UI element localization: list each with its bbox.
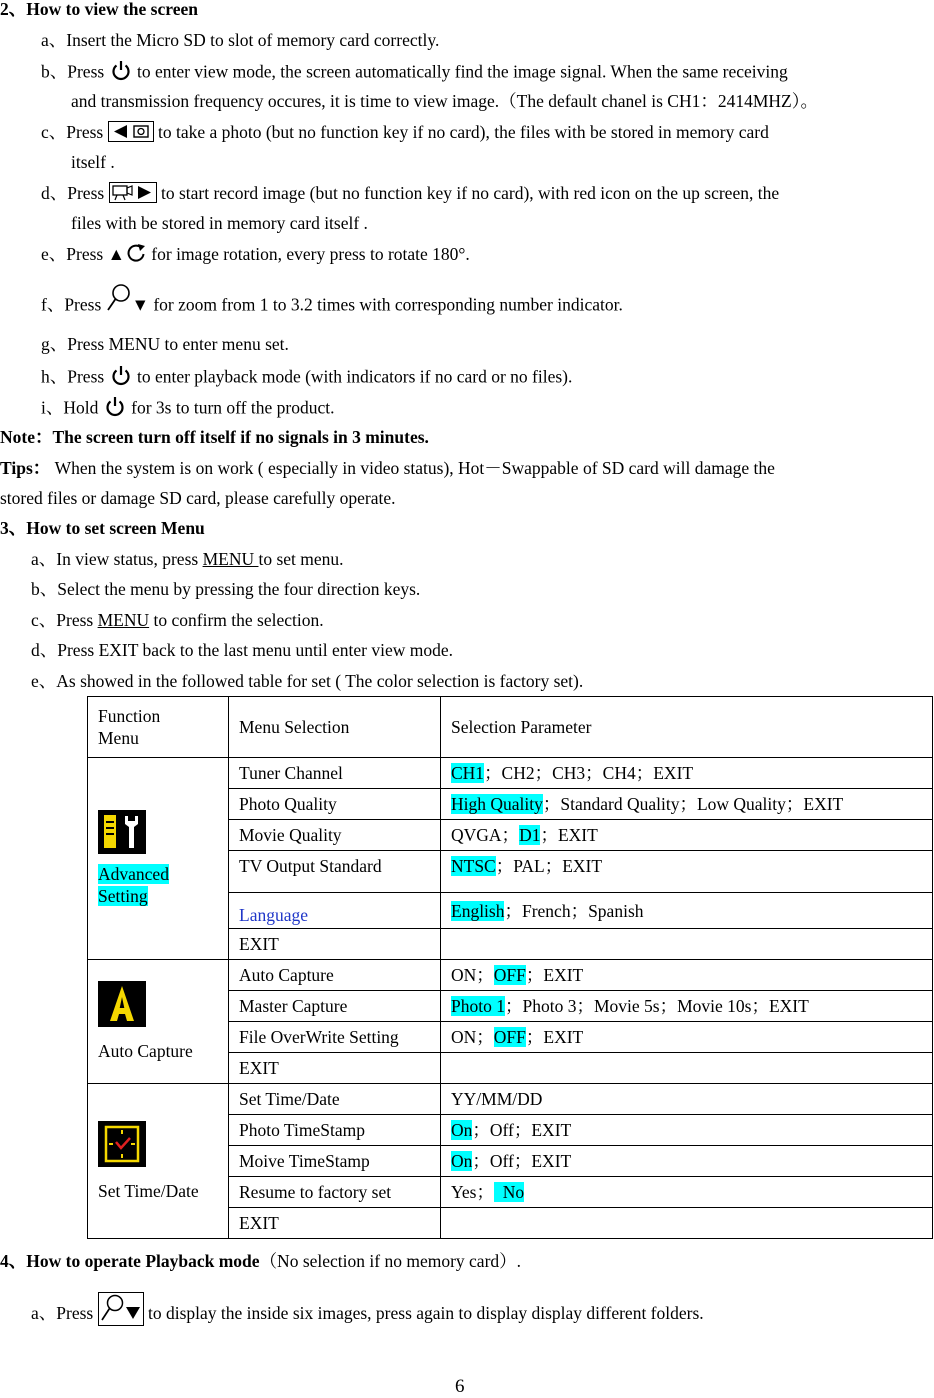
table-row [88, 960, 933, 991]
step-2b-post: to enter view mode, the screen automatically find the image signal. When the same receiving [136, 61, 788, 82]
note [0, 426, 429, 448]
section-4-title: 4、How to operate Playback mode [0, 1251, 260, 1271]
photo-icon [108, 121, 154, 142]
table-header-row [88, 697, 933, 758]
step-2f-pre: f、Press [41, 294, 102, 315]
step-2c-post: to take a photo (but no function key if no card), the files with be stored in memory card [157, 122, 769, 142]
selection-parameter: English；French；Spanish [441, 893, 933, 929]
step-2b-cont: and transmission frequency occures, it is time to view image.（The default chanel is CH1：2414MHZ）。 [71, 91, 818, 111]
tips [0, 457, 775, 479]
menu-selection: Set Time/Date [229, 1084, 441, 1115]
menu-selection: Photo Quality [229, 789, 441, 820]
selection-parameter: On；Off；EXIT [441, 1146, 933, 1177]
power-icon [109, 365, 133, 392]
menu-selection: Movie Quality [229, 820, 441, 851]
table-row [88, 1084, 933, 1115]
section-4-heading [0, 1250, 521, 1272]
selection-parameter: ON；OFF；EXIT [441, 960, 933, 991]
advanced-setting-cell [88, 758, 229, 960]
selection-parameter: QVGA；D1；EXIT [441, 820, 933, 851]
step-3d: d、Press EXIT back to the last menu until enter view mode. [31, 640, 454, 660]
step-2f-post: ▼ for zoom from 1 to 3.2 times with corresponding number indicator. [131, 294, 623, 315]
tips-text: When the system is on work ( especially in video status), Hot－Swappable of SD card will damage the [54, 458, 775, 478]
tips-label: Tips： [0, 458, 51, 478]
selection-parameter: CH1；CH2；CH3；CH4；EXIT [441, 758, 933, 789]
auto-capture-label: Auto Capture [98, 1041, 193, 1061]
table-row [88, 758, 933, 789]
step-2d [41, 182, 779, 205]
note-text: The screen turn off itself if no signals in 3 minutes. [52, 427, 429, 447]
header-menu-selection: Menu Selection [229, 697, 441, 758]
selection-parameter [441, 929, 933, 960]
zoom-icon [106, 283, 132, 318]
clock-icon [98, 1121, 218, 1172]
set-time-date-label: Set Time/Date [98, 1180, 199, 1201]
menu-selection: EXIT [229, 1208, 441, 1239]
power-icon [109, 60, 133, 87]
record-icon [109, 182, 157, 203]
menu-selection: TV Output Standard [229, 851, 441, 893]
selection-parameter [441, 1208, 933, 1239]
step-4a-pre: a、Press [31, 1303, 94, 1324]
step-2b-pre: b、Press [41, 61, 105, 82]
header-selection-parameter: Selection Parameter [441, 697, 933, 758]
page-number: 6 [455, 1376, 465, 1397]
step-2a: a、Insert the Micro SD to slot of memory card correctly. [41, 30, 440, 50]
advanced-setting-label-1: Advanced [98, 864, 169, 884]
step-2d-post: to start record image (but no function key if no card), with red icon on the up screen, the [160, 183, 780, 203]
step-3a-post: to set menu. [258, 549, 344, 569]
auto-capture-cell [88, 960, 229, 1084]
step-3b: b、Select the menu by pressing the four direction keys. [31, 579, 421, 599]
selection-parameter: Yes； No [441, 1177, 933, 1208]
selection-parameter: On；Off；EXIT [441, 1115, 933, 1146]
auto-capture-icon [98, 981, 218, 1032]
set-time-date-cell [88, 1084, 229, 1239]
step-3a-pre: a、In view status, press [31, 549, 203, 569]
selection-parameter: High Quality；Standard Quality；Low Quality；EXIT [441, 789, 933, 820]
step-4a-post: to display the inside six images, press again to display display different folders. [147, 1303, 704, 1324]
zoom-icon [98, 1292, 144, 1326]
step-2i-post: for 3s to turn off the product. [131, 397, 335, 418]
tools-icon [98, 810, 218, 859]
step-2h-pre: h、Press [41, 366, 105, 387]
step-2h [41, 365, 572, 392]
menu-selection: Language [229, 893, 441, 929]
note-label: Note： [0, 427, 53, 447]
step-2h-post: to enter playback mode (with indicators if no card or no files). [136, 366, 573, 387]
step-2f [41, 289, 623, 324]
step-2b [41, 60, 788, 87]
step-2c-cont: itself . [71, 152, 115, 172]
menu-selection: Resume to factory set [229, 1177, 441, 1208]
section-2-heading: 2、How to view the screen [0, 0, 198, 19]
step-2c-pre: c、Press [41, 122, 104, 142]
step-2e-pre: e、Press ▲ [41, 244, 125, 264]
step-3c-post: to confirm the selection. [149, 610, 324, 630]
menu-selection: Master Capture [229, 991, 441, 1022]
section-4-suffix: （No selection if no memory card）. [259, 1251, 522, 1271]
power-icon [103, 396, 127, 423]
step-2e-post: for image rotation, every press to rotate 180°. [151, 244, 470, 264]
step-3c [31, 609, 324, 631]
selection-parameter: Photo 1；Photo 3；Movie 5s；Movie 10s；EXIT [441, 991, 933, 1022]
step-2d-pre: d、Press [41, 183, 105, 203]
menu-selection: Auto Capture [229, 960, 441, 991]
section-3-heading: 3、How to set screen Menu [0, 518, 205, 538]
tips-cont: stored files or damage SD card, please carefully operate. [0, 488, 396, 508]
step-3c-pre: c、Press [31, 610, 98, 630]
selection-parameter: ON；OFF；EXIT [441, 1022, 933, 1053]
menu-selection: Moive TimeStamp [229, 1146, 441, 1177]
rotate-icon [125, 243, 147, 268]
selection-parameter: YY/MM/DD [441, 1084, 933, 1115]
step-4a [31, 1298, 704, 1332]
step-2d-cont: files with be stored in memory card itself . [71, 213, 368, 233]
step-2c [41, 121, 769, 144]
menu-selection: Tuner Channel [229, 758, 441, 789]
menu-link: MENU [202, 549, 259, 569]
step-3e: e、As showed in the followed table for set ( The color selection is factory set). [31, 671, 584, 691]
selection-parameter [441, 1053, 933, 1084]
menu-selection: EXIT [229, 1053, 441, 1084]
step-2i [41, 396, 334, 423]
step-2e [41, 243, 470, 268]
header-function-menu: Function Menu [88, 697, 229, 758]
selection-parameter: NTSC；PAL；EXIT [441, 851, 933, 893]
menu-selection: Photo TimeStamp [229, 1115, 441, 1146]
menu-selection: EXIT [229, 929, 441, 960]
step-3a [31, 548, 344, 570]
step-2i-pre: i、Hold [41, 397, 99, 418]
menu-selection: File OverWrite Setting [229, 1022, 441, 1053]
menu-settings-table [87, 696, 933, 1239]
step-2g: g、Press MENU to enter menu set. [41, 334, 289, 354]
menu-link: MENU [97, 610, 150, 630]
advanced-setting-label-2: Setting [98, 886, 148, 906]
